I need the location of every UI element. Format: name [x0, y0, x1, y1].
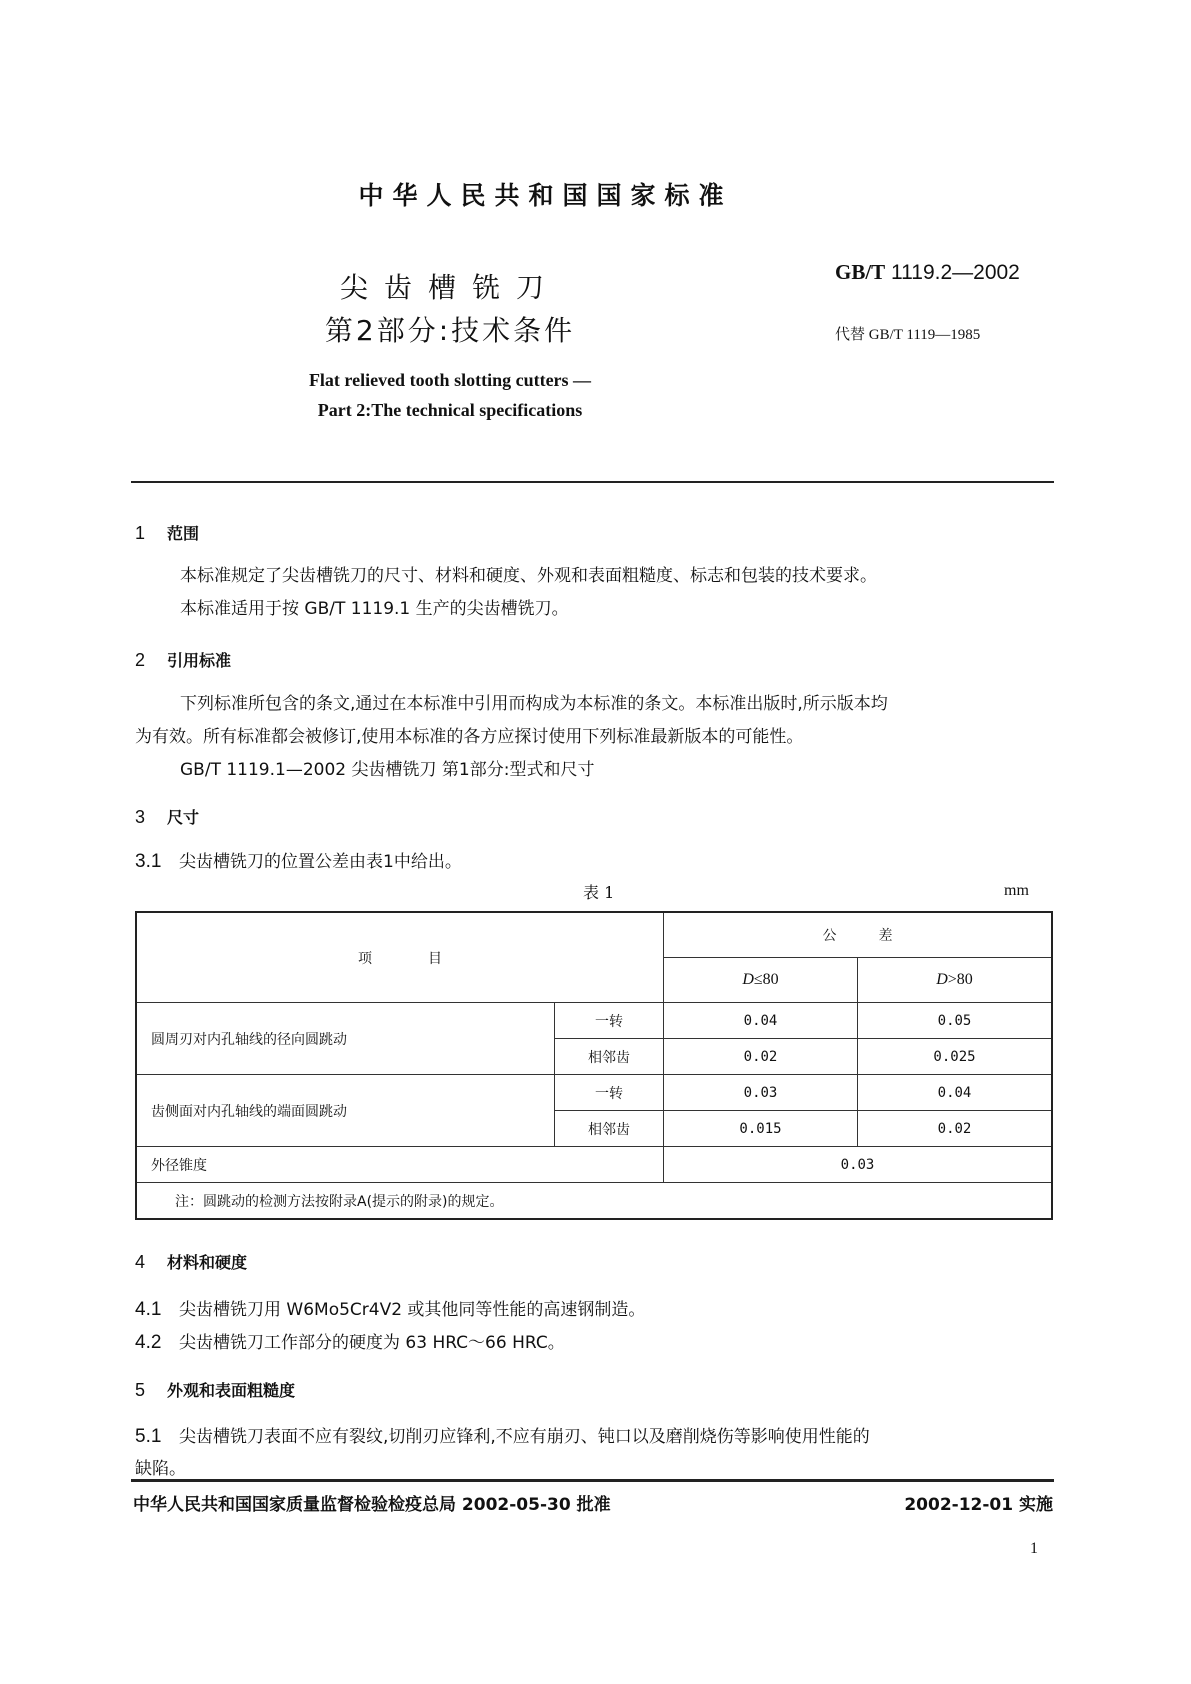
taper-item: 外径锥度 [136, 1147, 664, 1183]
standard-number-value: 1119.2—2002 [891, 261, 1020, 284]
table-note: 注：圆跳动的检测方法按附录A(提示的附录)的规定。 [136, 1183, 1052, 1220]
section-1-paragraph-2: 本标准适用于按 GB/T 1119.1 生产的尖齿槽铣刀。 [180, 599, 569, 619]
clause-5-1 [135, 1420, 870, 1454]
section-title: 材料和硬度 [167, 1253, 248, 1272]
clause-5-1-continued: 缺陷。 [135, 1459, 186, 1479]
section-number: 3 [135, 807, 146, 827]
tolerance-table [135, 911, 1053, 1220]
section-number: 2 [135, 650, 146, 670]
clause-number: 3.1 [135, 851, 162, 872]
table-header-row [136, 912, 1052, 958]
section-title: 外观和表面粗糙度 [167, 1381, 296, 1400]
clause-text: 尖齿槽铣刀用 W6Mo5Cr4V2 或其他同等性能的高速钢制造。 [179, 1300, 646, 1320]
header-d-gt-80: D>80 [858, 958, 1053, 1003]
clause-4-2 [135, 1326, 565, 1360]
value-d-gt-80: 0.04 [858, 1075, 1053, 1111]
section-number: 4 [135, 1252, 146, 1272]
section-title: 范围 [167, 524, 200, 543]
table-unit: mm [1004, 882, 1029, 899]
row-sub: 相邻齿 [555, 1039, 664, 1075]
value-d-gt-80: 0.05 [858, 1003, 1053, 1039]
row-item: 圆周刃对内孔轴线的径向圆跳动 [136, 1003, 555, 1075]
row-sub: 一转 [555, 1075, 664, 1111]
value-d-gt-80: 0.02 [858, 1111, 1053, 1147]
footer-issuer: 中华人民共和国国家质量监督检验检疫总局 2002-05-30 批准 [133, 1495, 611, 1515]
footer-divider [131, 1479, 1054, 1482]
value-d-gt-80: 0.025 [858, 1039, 1053, 1075]
section-3-heading [135, 805, 199, 828]
header-tolerance: 公 差 [664, 912, 1053, 958]
section-2-paragraph-line2: 为有效。所有标准都会被修订,使用本标准的各方应探讨使用下列标准最新版本的可能性。 [135, 727, 804, 747]
section-number: 1 [135, 523, 146, 543]
section-1-heading [135, 521, 199, 544]
standard-number [835, 260, 1020, 285]
table-row [136, 1075, 1052, 1111]
clause-3-1 [135, 845, 462, 879]
row-sub: 一转 [555, 1003, 664, 1039]
value-d-le-80: 0.03 [664, 1075, 858, 1111]
title-cn-line2: 第2部分:技术条件 [324, 314, 576, 347]
header-divider [131, 481, 1054, 483]
value-d-le-80: 0.04 [664, 1003, 858, 1039]
page-number: 1 [1030, 1540, 1038, 1557]
clause-number: 4.1 [135, 1299, 162, 1320]
value-d-le-80: 0.015 [664, 1111, 858, 1147]
row-sub: 相邻齿 [555, 1111, 664, 1147]
clause-4-1 [135, 1293, 645, 1327]
clause-text: 尖齿槽铣刀的位置公差由表1中给出。 [179, 852, 462, 872]
clause-text: 尖齿槽铣刀表面不应有裂纹,切削刃应锋利,不应有崩刃、钝口以及磨削烧伤等影响使用性能的 [179, 1427, 870, 1447]
section-2-heading [135, 648, 231, 671]
section-4-heading [135, 1250, 247, 1273]
footer-effective-date: 2002-12-01 实施 [904, 1495, 1053, 1515]
section-2-reference: GB/T 1119.1—2002 尖齿槽铣刀 第1部分:型式和尺寸 [180, 760, 595, 780]
title-cn-line1: 尖齿槽铣刀 [339, 271, 560, 304]
row-item: 齿侧面对内孔轴线的端面圆跳动 [136, 1075, 555, 1147]
table-caption: 表 1 [583, 883, 615, 902]
table-row-taper [136, 1147, 1052, 1183]
title-en-line2: Part 2:The technical specifications [317, 400, 583, 420]
section-1-paragraph-1: 本标准规定了尖齿槽铣刀的尺寸、材料和硬度、外观和表面粗糙度、标志和包装的技术要求。 [180, 566, 877, 586]
title-en-line1: Flat relieved tooth slotting cutters — [308, 370, 592, 390]
value-d-le-80: 0.02 [664, 1039, 858, 1075]
section-5-heading [135, 1378, 295, 1401]
taper-value: 0.03 [664, 1147, 1053, 1183]
clause-text: 尖齿槽铣刀工作部分的硬度为 63 HRC～66 HRC。 [179, 1333, 565, 1353]
table-note-row [136, 1183, 1052, 1220]
section-number: 5 [135, 1380, 146, 1400]
clause-number: 5.1 [135, 1426, 162, 1447]
section-title: 引用标准 [167, 651, 232, 670]
section-2-paragraph-line1: 下列标准所包含的条文,通过在本标准中引用而构成为本标准的条文。本标准出版时,所示版本均 [180, 694, 888, 714]
replaces-standard: 代替 GB/T 1119—1985 [835, 327, 981, 343]
section-title: 尺寸 [167, 808, 200, 827]
national-standard-heading: 中华人民共和国国家标准 [358, 181, 733, 210]
table-row [136, 1003, 1052, 1039]
standard-prefix: GB/T [835, 260, 886, 284]
header-item: 项 目 [136, 912, 664, 1003]
header-d-le-80: D≤80 [664, 958, 858, 1003]
clause-number: 4.2 [135, 1332, 162, 1353]
